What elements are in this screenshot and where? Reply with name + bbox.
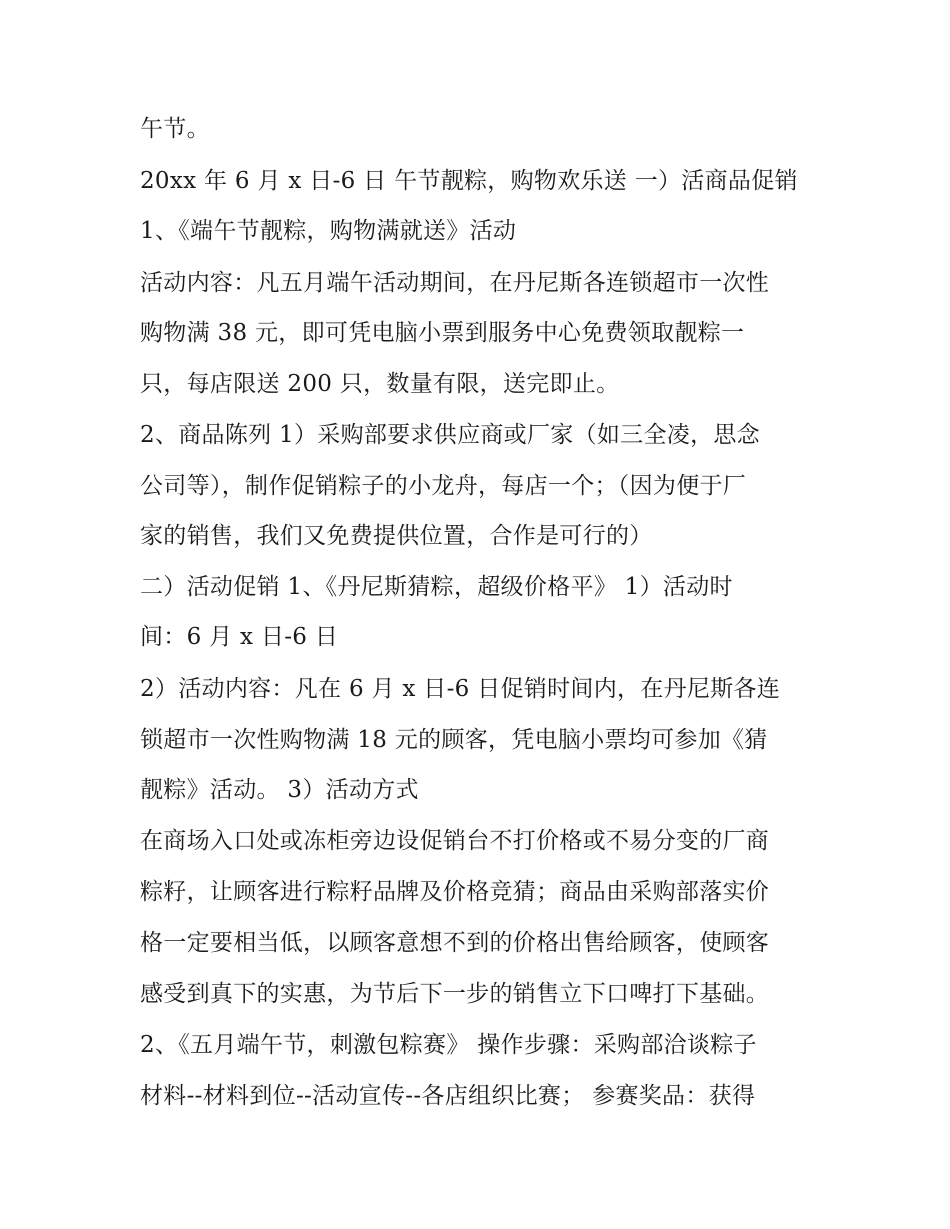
text-line: 靓粽》活动。 3）活动方式 xyxy=(140,777,419,803)
text-line: 活动内容：凡五月端午活动期间，在丹尼斯各连锁超市一次性 xyxy=(140,270,770,296)
text-line: 锁超市一次性购物满 18 元的顾客，凭电脑小票均可参加《猜 xyxy=(140,727,768,753)
text-line: 1、《端午节靓粽，购物满就送》活动 xyxy=(140,218,517,244)
text-line: 公司等），制作促销粽子的小龙舟，每店一个；（因为便于厂 xyxy=(140,473,747,499)
text-line: 格一定要相当低，以顾客意想不到的价格出售给顾客，使顾客 xyxy=(140,930,770,956)
text-line: 家的销售，我们又免费提供位置，合作是可行的） xyxy=(140,523,653,549)
text-line: 在商场入口处或冻柜旁边设促销台不打价格或不易分变的厂商 xyxy=(140,828,770,854)
text-line: 间：6 月 x 日-6 日 xyxy=(140,624,339,650)
text-line: 购物满 38 元，即可凭电脑小票到服务中心免费领取靓粽一 xyxy=(140,320,745,346)
text-line: 2、《五月端午节，刺激包粽赛》 操作步骤：采购部洽谈粽子 xyxy=(140,1032,757,1058)
text-line: 午节。 xyxy=(140,116,210,142)
text-line: 只，每店限送 200 只，数量有限，送完即止。 xyxy=(140,371,620,397)
text-line: 2、商品陈列 1）采购部要求供应商或厂家（如三全凌，思念 xyxy=(140,422,760,448)
text-line: 20xx 年 6 月 x 日-6 日 午节靓粽，购物欢乐送 一）活商品促销 xyxy=(140,168,798,194)
text-line: 材料--材料到位--活动宣传--各店组织比赛； 参赛奖品：获得 xyxy=(140,1083,756,1109)
text-line: 二）活动促销 1、《丹尼斯猜粽，超级价格平》 1）活动时 xyxy=(140,574,733,600)
text-line: 2）活动内容：凡在 6 月 x 日-6 日促销时间内，在丹尼斯各连 xyxy=(140,676,781,702)
text-line: 粽籽，让顾客进行粽籽品牌及价格竞猜；商品由采购部落实价 xyxy=(140,879,770,905)
text-line: 感受到真下的实惠，为节后下一步的销售立下口啤打下基础。 xyxy=(140,981,770,1007)
